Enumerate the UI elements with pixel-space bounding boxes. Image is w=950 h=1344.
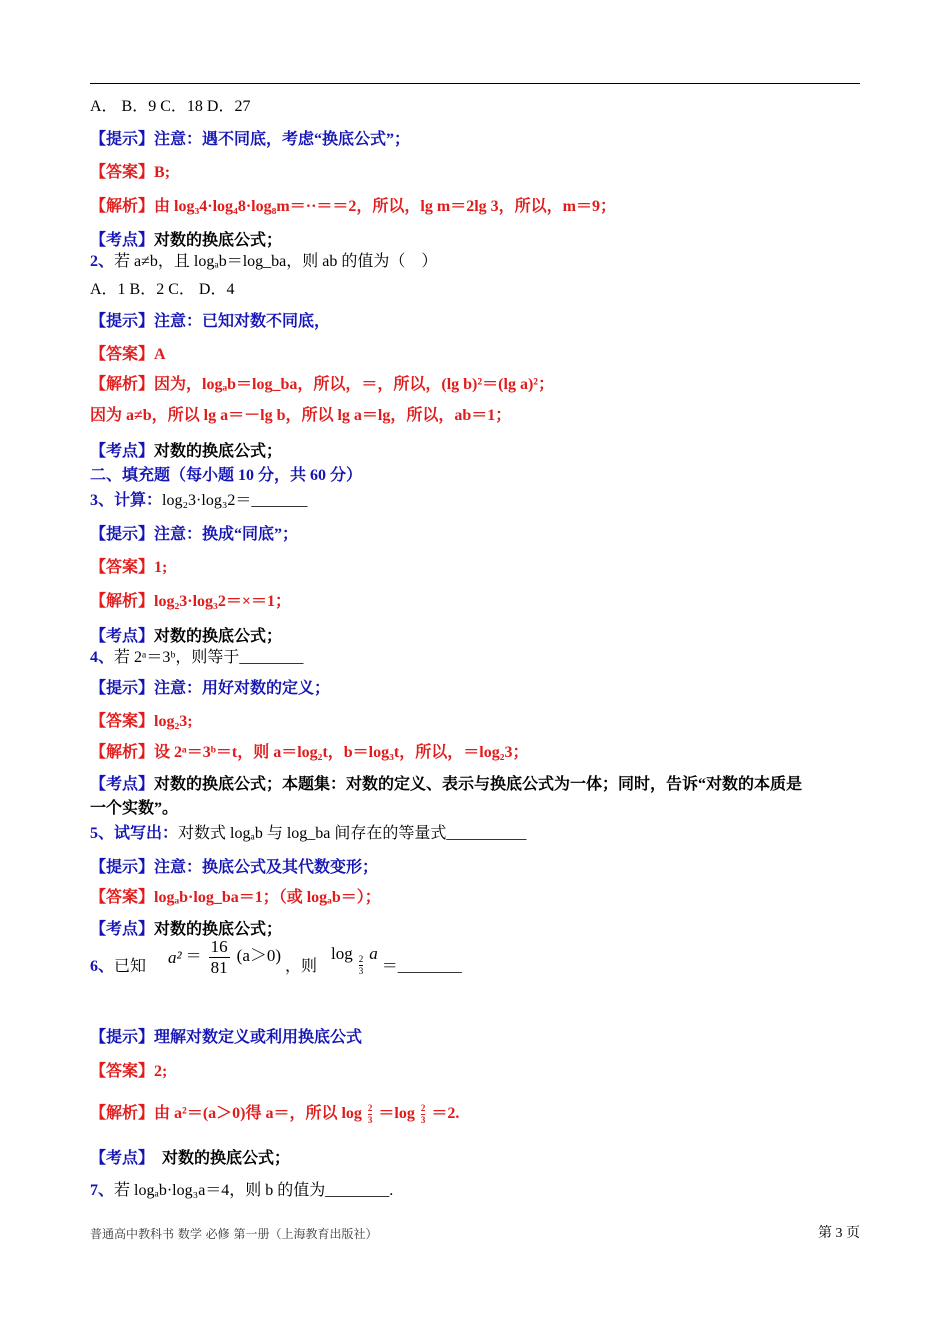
fraction-16-81: $\frac{16}{81}$ xyxy=(210,936,228,977)
q1-hint: 【提示】注意：遇不同底，考虑“换底公式”； xyxy=(90,131,411,148)
q2-answer: 【答案】A xyxy=(90,346,166,363)
q3-analysis: 【解析】log₂3·log₃2＝×＝1； xyxy=(90,593,291,610)
q6-hint: 【提示】理解对数定义或利用换底公式 xyxy=(90,1029,363,1046)
q2-question: 2、若 a≠b，且 logₐb＝log_ba，则 ab 的值为（ ） xyxy=(90,253,438,270)
q3-hint: 【提示】注意：换成“同底”； xyxy=(90,526,299,543)
q2-options: A．1 B．2 C． D．4 xyxy=(90,281,235,298)
q2-analysis: 【解析】因为，logₐb＝log_ba，所以，＝，所以，(lg b)²＝(lg a)²； xyxy=(90,376,555,393)
q4-topic: 【考点】对数的换底公式；本题集：对数的定义、表示与换底公式为一体；同时，告诉“对数的本质是 xyxy=(90,776,803,793)
q3-question: 3、计算：log₂3·log₃2＝_______ xyxy=(90,492,308,509)
q4-hint: 【提示】注意：用好对数的定义； xyxy=(90,680,331,697)
header-rule xyxy=(90,83,860,84)
q5-hint: 【提示】注意：换底公式及其代数变形； xyxy=(90,859,379,876)
q6-topic: 【考点】 对数的换底公式； xyxy=(90,1150,291,1167)
q4-topic-cont: 一个实数”。 xyxy=(90,800,179,817)
q7-question: 7、若 logₐb·log₃a＝4，则 b 的值为________. xyxy=(90,1182,394,1199)
analysis-base-fraction-2: $\frac{2}{3}$ xyxy=(420,1102,426,1125)
q4-answer: 【答案】log₂3; xyxy=(90,713,193,730)
q5-question: 5、试写出：对数式 logₐb 与 log_ba 间存在的等量式__________ xyxy=(90,825,527,842)
section-title: 二、填充题（每小题 10 分，共 60 分） xyxy=(90,467,363,484)
q2-topic: 【考点】对数的换底公式； xyxy=(90,443,283,460)
q5-topic: 【考点】对数的换底公式； xyxy=(90,921,283,938)
q2-analysis-cont: 因为 a≠b，所以 lg a＝－lg b，所以 lg a＝lg，所以，ab＝1； xyxy=(90,407,512,424)
analysis-base-fraction-1: $\frac{2}{3}$ xyxy=(367,1102,373,1125)
footer-book-title: 普通高中教科书 数学 必修 第一册（上海教育出版社） xyxy=(90,1227,378,1241)
q1-options: A． B．9 C．18 D．27 xyxy=(90,98,251,115)
q6-answer: 【答案】2; xyxy=(90,1063,168,1080)
q3-answer: 【答案】1; xyxy=(90,559,168,576)
q5-answer: 【答案】logₐb·log_ba＝1；（或 logₐb＝）； xyxy=(90,889,381,906)
q3-topic: 【考点】对数的换底公式； xyxy=(90,628,283,645)
q1-topic: 【考点】对数的换底公式； xyxy=(90,232,283,249)
log-base-fraction: $\frac{2}{3}$ xyxy=(358,953,364,976)
q1-analysis: 【解析】由 log₃4·log₄8·log₈m＝··＝＝2，所以，lg m＝2lg 3，所以，m＝9； xyxy=(90,198,616,215)
q4-analysis: 【解析】设 2ᵃ＝3ᵇ＝t，则 a＝log₂t，b＝log₃t，所以，＝log₂3； xyxy=(90,744,529,761)
footer-page-number: 第 3 页 xyxy=(818,1226,860,1241)
q6-analysis: 【解析】由 a²＝(a＞0)得 a＝，所以 log $\frac{2}{3}$ ＝log $\frac{2}{3}$ ＝2. xyxy=(90,1102,460,1125)
q6-question: 6、已知 a² ＝ $\frac{16}{81}$ (a＞0) ，则 log $\frac{2}{3}$ a ＝________ xyxy=(90,936,462,977)
q4-question: 4、若 2ᵃ＝3ᵇ，则等于________ xyxy=(90,649,304,666)
q1-answer: 【答案】B; xyxy=(90,164,171,181)
q2-hint: 【提示】注意：已知对数不同底， xyxy=(90,313,331,330)
